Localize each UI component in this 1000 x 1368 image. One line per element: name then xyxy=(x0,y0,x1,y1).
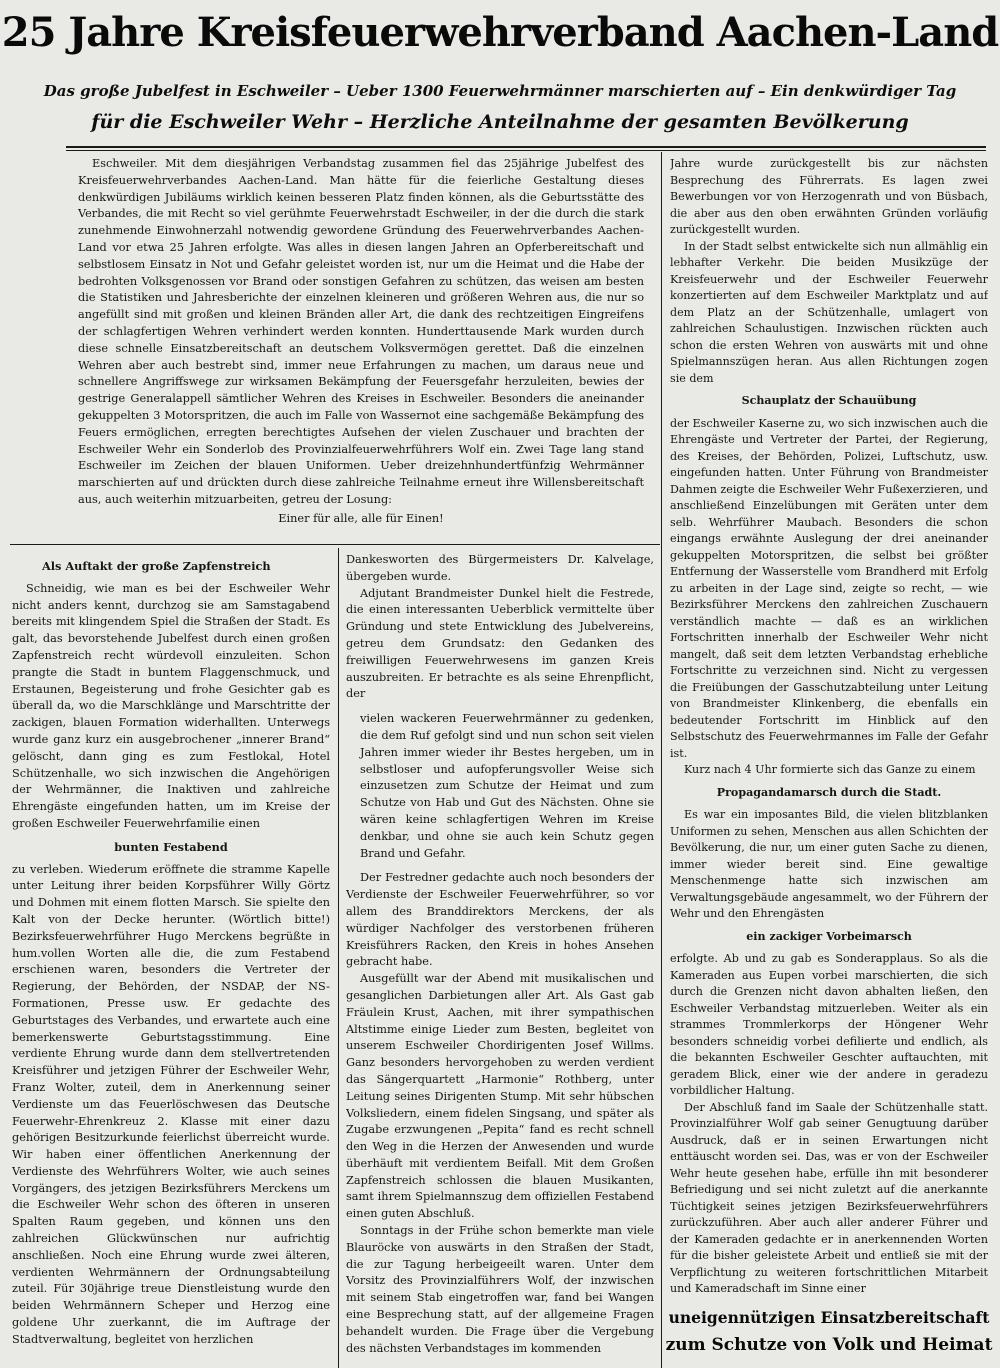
paragraph: Dankesworten des Bürgermeisters Dr. Kalvelage, übergeben wurde. xyxy=(346,553,654,583)
paragraph: Es war ein imposantes Bild, die vielen blitzblanken Uniformen zu sehen, Menschen aus allen Schichten der Bevölkerung, die nur, um einer guten Sache zu dienen, immer wieder bereit sind. Eine gewaltige Menschenmenge hatte sich inzwischen am Verwaltungsgebäude angesammelt, wo der Führern der Wehr und den Ehrengästen xyxy=(670,808,988,920)
column-right xyxy=(670,156,988,1306)
paragraph: Schneidig, wie man es bei der Eschweiler Wehr nicht anders kennt, durchzog sie am Samstagabend bereits mit klingendem Spiel die Straßen der Stadt. Es galt, das bevorstehende Jubelfest durch einen großen Zapfenstreich recht würdevoll einzuleiten. Schon prangte die Stadt in buntem Flaggenschmuck, und Erstaunen, Begeisterung und frohe Gesichter gab es überall da, wo die Marschklänge und Marschtritte der zackigen, blauen Formation widerhallten. Unterwegs wurde ganz kurz ein ausgebrochener „innerer Brand“ gelöscht, dann ging es zum Festlokal, Hotel Schützenhalle, wo sich inzwischen die Angehörigen der Wehrmänner, die Inaktiven und zahlreiche Ehrengäste eingefunden hatten, um im Kreise der großen Eschweiler Feuerwehrfamilie einen xyxy=(12,581,330,830)
intro-rule xyxy=(10,544,660,545)
paragraph: Sonntags in der Frühe schon bemerkte man viele Blauröcke von auswärts in den Straßen der Stadt, die zur Tagung herbeigeeilt waren. Unter dem Vorsitz des Provinzialführers Wolf, der inzwischen mit seinem Stab eingetroffen war, fand bei Wangen eine Besprechung statt, auf der allgemeine Fragen behandelt wurden. Die Frage über die Vergebung des nächsten Verbandstages im kommenden xyxy=(346,1224,654,1355)
paragraph: Der Abschluß fand im Saale der Schützenhalle statt. Provinzialführer Wolf gab seiner Genugtuung darüber Ausdruck, daß er in seinen Erwartungen nicht enttäuscht worden sei. Das, was er von der Eschweiler Wehr heute gesehen habe, erfülle ihn mit besonderer Befriedigung und sei nicht zuletzt auf die anerkannte Tüchtigkeit seines jetzigen Bezirksfeuerwehrführers zurückzuführen. Aber auch aller anderer Führer und der Kameraden gedachte er in anerkennenden Worten für die bisher geleistete Arbeit und entließ sie mit der Verpflichtung zu weiteren fortschrittlichen Mitarbeit und Kameradschaft im Sinne einer xyxy=(670,1100,988,1295)
paragraph: Der Festredner gedachte auch noch besonders der Verdienste der Eschweiler Feuerwehrführer, so vor allem des Branddirektors Merckens, der als würdiger Nachfolger des verstorbenen früheren Kreisführers Racken, den Kreis in hohes Ansehen gebracht habe. xyxy=(346,871,654,969)
paragraph: erfolgte. Ab und zu gab es Sonderapplaus. So als die Kameraden aus Eupen vorbei marschierten, die sich durch die Grenzen nicht davon abhalten ließen, den Eschweiler Verbandstag mitzuerleben. Weiter als ein strammes Trommlerkorps der Höngener Wehr besonders schneidig vorbei defilierte und endlich, als die bekannten Eschweiler Geschter auftauchten, mit geradem Blick, einer wie der andere in geradezu vorbildlicher Haltung. xyxy=(670,952,988,1097)
section-heading-zapfenstreich: Als Auftakt der große Zapfenstreich xyxy=(42,559,271,573)
paragraph: Ausgefüllt war der Abend mit musikalischen und gesanglichen Darbietungen aller Art. Als Gast gab Fräulein Krust, Aachen, mit ihrer sympathischen Altstimme einige Lieder zum Besten, begleitet von unserem Eschweiler Chordirigenten Josef Willms. Ganz besonders hervorgehoben zu werden verdient das Sängerquartett „Harmonie“ Rothberg, unter Leitung seines Dirigenten Stump. Mit sehr hübschen Volksliedern, einem fidelen Singsang, und später als Zugabe erzwungenen „Pepita“ fand es recht schnell den Weg in die Herzen der Anwesenden und wurde überhäuft mit verdientem Beifall. Mit dem Großen Zapfenstreich schlossen die blauen Musikanten, samt ihrem Spielmannszug dem offiziellen Festabend einen guten Abschluß. xyxy=(346,972,654,1221)
subheadline-line-2: für die Eschweiler Wehr – Herzliche Anteilnahme der gesamten Bevölkerung xyxy=(91,111,909,133)
column-left xyxy=(12,552,330,1362)
paragraph: der Eschweiler Kaserne zu, wo sich inzwischen auch die Ehrengäste und Vertreter der Partei, der Regierung, des Kreises, der Behörden, Polizei, Luftschutz, usw. eingefunden hatten. Unter Führung von Brandmeister Dahmen zeigte die Eschweiler Wehr Fußexerzieren, und anschließend Einzelübungen mit Geräten unter dem selb. Wehrführer Maubach. Besonders die schon eingangs erwähnte Auslegung der drei aneinander gekuppelten Motorspritzen, die selbst bei größter Entfernung der Wasserstelle vom Brandherd mit Erfolg zu arbeiten in der Lage sind, zeigte so recht, — wie Bezirksführer Merckens den zahlreichen Zuschauern verständlich machte — daß es an wirklichen Fortschritten innerhalb der Eschweiler Wehr nicht mangelt, daß seit dem letzten Verbandstag erhebliche Fortschritte zu verzeichnen sind. Nicht zu vergessen die Freiübungen der Gasschutzabteilung unter Leitung von Brandmeister Klinkenberg, die ebenfalls ein bedeutender Fortschritt im Hinblick auf den Selbstschutz des Feuerwehrmannes im Falle der Gefahr ist. xyxy=(670,416,988,760)
paragraph: Adjutant Brandmeister Dunkel hielt die Festrede, die einen interessanten Ueberblick vermittelte über Gründung und stete Entwicklung des Jubelvereins, getreu dem Grundsatz: den Gedanken des freiwilligen Feuerwehrwesens im ganzen Kreis auszubreiten. Er betrachte es als seine Ehrenpflicht, der xyxy=(346,586,654,701)
intro-paragraph: Eschweiler. Mit dem diesjährigen Verbandstag zusammen fiel das 25jährige Jubelfest des Kreisfeuerwehrverbandes Aachen-Land. Man hätte für die feierliche Gestaltung dieses denkwürdigen Jubiläums wirklich keinen besseren Platz finden können, als die Geburtsstätte des Verbandes, die mit Recht so viel gerühmte Feuerwehrstadt Eschweiler, in der die durch die stark zunehmende Einwohnerzahl notwendig gewordene Gründung des Feuerwehrverbandes Aachen-Land vor etwa 25 Jahren erfolgte. Was alles in diesen langen Jahren an Opferbereitschaft und selbstlosem Einsatz in Not und Gefahr geleistet worden ist, nur um die Heimat und die Habe der bedrohten Volksgenossen vor Brand oder sonstigen Gefahren zu schützen, das weisen am besten die Statistiken und Jahresberichte der einzelnen kleineren und größeren Wehren aus, die nur so angefüllt sind mit großen und kleinen Bränden aller Art, die dank des rechtzeitigen Eingreifens der schlagfertigen Wehren verhindert werden konnten. Hunderttausende Mark wurden durch diese schnelle Einsatzbereitschaft an deutschem Volksvermögen gerettet. Daß die einzelnen Wehren aber auch bestrebt sind, immer neue Erfahrungen zu machen, um daraus neue und schnellere Angriffswege zur wirksamen Bekämpfung der Feuersgefahr herzuleiten, bewies der gestrige Generalappell sämtlicher Wehren des Kreises in Eschweiler. Besonders die aneinander gekuppelten 3 Motorspritzen, die auch im Falle von Wassernot eine sachgemäße Bekämpfung des Feuers ermöglichen, erregten berechtigtes Aufsehen der vielen Zuschauer und brachten der Eschweiler Wehr ein Sonderlob des Provinzialfeuerwehrführers Wolf ein. Zwei Tage lang stand Eschweiler im Zeichen der blauen Uniformen. Ueber dreizehnhundertfünfzig Wehrmänner marschierten auf und drückten durch diese zahlreiche Teilnahme erneut ihre Willensbereitschaft aus, auch weiterhin mitzuarbeiten, getreu der Losung: xyxy=(78,157,644,506)
header-rule-thin xyxy=(66,150,986,151)
paragraph: Kurz nach 4 Uhr formierte sich das Ganze zu einem xyxy=(684,763,976,776)
paragraph: zu verleben. Wiederum eröffnete die stramme Kapelle unter Leitung ihrer beiden Korpsführer Willy Görtz und Dohmen mit einem flotten Marsch. Sie spielte den Kalt von der Decke herunter. (Wörtlich bitte!) Bezirksfeuerwehrführer Hugo Merckens begrüßte in hum.vollen Worten alle die, die zum Festabend erschienen waren, besonders die Vertreter der Regierung, der Behörden, der NSDAP, der NS-Formationen, Presse usw. Er gedachte des Geburtstages des Verbandes, und erwartete auch eine bemerkenswerte Geburtstagsstimmung. Eine verdiente Ehrung wurde dann dem stellvertretenden Kreisführer und jetzigen Führer der Eschweiler Wehr, Franz Wolter, zuteil, dem in Anerkennung seiner Verdienste um das Feuerlöschwesen das Deutsche Feuerwehr-Ehrenkreuz 2. Klasse mit einer dazu gehörigen Besitzurkunde feierlichst überreicht wurde. Wir haben einer öffentlichen Anerkennung der Verdienste des Wehrführers Wolter, wie auch seines Vorgängers, des jetzigen Bezirksführers Merckens um die Eschweiler Wehr schon des öfteren in unseren Spalten Raum gegeben, und können uns den zahlreichen Glückwünschen nur aufrichtig anschließen. Noch eine Ehrung wurde zwei älteren, verdienten Wehrmännern der Ordnungsabteilung zuteil. Für 30jährige treue Dienstleistung wurde den beiden Wehrmännern Scheper und Herzog eine goldene Uhr zuerkannt, die im Auftrage der Stadtverwaltung, begleitet von herzlichen xyxy=(12,862,330,1346)
section-heading-festabend: bunten Festabend xyxy=(114,839,228,854)
intro-motto: Einer für alle, alle für Einen! xyxy=(278,511,444,525)
header-rule xyxy=(66,146,986,148)
page-headline: 25 Jahre Kreisfeuerwehrverband Aachen-Land xyxy=(1,9,999,56)
column-divider-right xyxy=(661,152,662,1368)
paragraph-quote: vielen wackeren Feuerwehrmänner zu gedenken, die dem Ruf gefolgt sind und nun schon seit vielen Jahren immer wieder ihr Bestes hergeben, um in selbstloser und aufopferungsvoller Weise sich einzusetzen zum Schutze der Heimat und zum Schutze von Hab und Gut des Nächsten. Ohne sie wären keine schlagfertigen Wehren im Kreise denkbar, und ohne sie auch kein Schutz gegen Brand und Gefahr. xyxy=(360,712,654,860)
subheadline-line-1: Das große Jubelfest in Eschweiler – Ueber 1300 Feuerwehrmänner marschierten auf – Ein denkwürdiger Tag xyxy=(43,82,957,100)
section-heading-schauuebung: Schauplatz der Schauübung xyxy=(741,394,917,407)
section-heading-vorbeimarsch: ein zackiger Vorbeimarsch xyxy=(746,929,912,943)
closing-heading-line-2: zum Schutze von Volk und Heimat xyxy=(665,1335,993,1355)
paragraph: In der Stadt selbst entwickelte sich nun allmählig ein lebhafter Verkehr. Die beiden Musikzüge der Kreisfeuerwehr und der Eschweiler Feuerwehr konzertierten auf dem Eschweiler Marktplatz und auf dem Platz an der Schützenhalle, umlagert von zahlreichen Schaulustigen. Inzwischen rückten auch schon die ersten Wehren von auswärts mit und ohne Spielmannszügen heran. Aus allen Richtungen zogen sie dem xyxy=(670,239,988,385)
column-middle xyxy=(346,552,654,1362)
section-heading-propagandamarsch: Propagandamarsch durch die Stadt. xyxy=(716,785,942,799)
closing-heading-line-1: uneigennützigen Einsatzbereitschaft xyxy=(668,1308,990,1327)
intro-article xyxy=(78,156,644,542)
column-divider-middle xyxy=(338,548,339,1368)
paragraph: Jahre wurde zurückgestellt bis zur nächsten Besprechung des Führerrats. Es lagen zwei Bewerbungen vor von Herzogenrath und von Büsbach, die aber aus den oben erwähnten Gründen vorläufig zurückgestellt wurden. xyxy=(670,157,988,236)
